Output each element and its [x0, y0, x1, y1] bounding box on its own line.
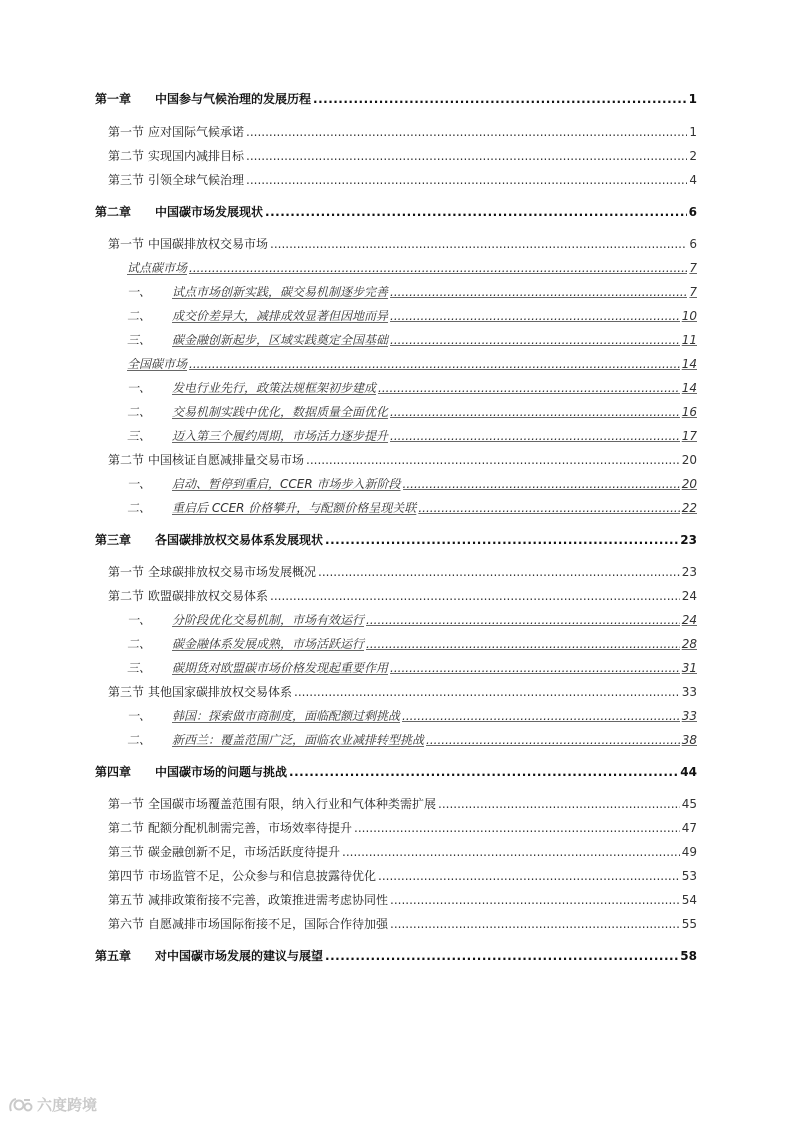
toc-section-row[interactable] — [108, 820, 697, 836]
toc-page-number: 24 — [681, 589, 697, 603]
toc-page-number: 55 — [681, 917, 697, 931]
dot-leader — [366, 612, 680, 628]
dot-leader — [246, 148, 687, 164]
toc-label — [127, 660, 388, 676]
toc-item-row[interactable] — [127, 660, 697, 676]
toc-item-row[interactable] — [127, 284, 697, 300]
toc-title: 全球碳排放权交易市场发展概况 — [148, 565, 317, 579]
toc-title: 各国碳排放权交易体系发展现状 — [155, 533, 324, 547]
toc-page-number: 20 — [681, 453, 697, 467]
toc-page-number: 17 — [681, 429, 697, 443]
toc-page-number: 45 — [681, 797, 697, 811]
toc-label — [127, 332, 388, 348]
toc-label — [108, 868, 376, 884]
dot-leader — [294, 684, 680, 700]
toc-page-number: 23 — [681, 565, 697, 579]
toc-chapter-row[interactable] — [95, 764, 697, 780]
watermark — [8, 1094, 97, 1115]
toc-label — [95, 204, 263, 220]
toc-item-row[interactable] — [127, 332, 697, 348]
toc-page-number: 23 — [680, 533, 697, 547]
toc-sub-row[interactable] — [127, 260, 697, 276]
dot-leader — [189, 356, 680, 372]
toc-page-number: 47 — [681, 821, 697, 835]
toc-title: 交易机制实践中优化，数据质量全面优化 — [172, 405, 389, 419]
dot-leader — [390, 404, 680, 420]
toc-number: 第一节 — [108, 125, 145, 139]
toc-section-row[interactable] — [108, 452, 697, 468]
toc-page-number: 6 — [688, 205, 697, 219]
toc-label — [108, 236, 268, 252]
toc-label — [108, 588, 268, 604]
dot-leader — [426, 732, 680, 748]
dot-leader — [390, 916, 680, 932]
dot-leader — [313, 91, 687, 107]
dot-leader — [265, 204, 687, 220]
toc-chapter-row[interactable] — [95, 532, 697, 548]
toc-number: 第五章 — [95, 949, 132, 963]
toc-title: 减排政策衔接不完善，政策推进需考虑协同性 — [148, 893, 389, 907]
toc-label — [127, 476, 401, 492]
toc-section-row[interactable] — [108, 684, 697, 700]
dot-leader — [390, 308, 680, 324]
toc-label — [127, 308, 388, 324]
toc-sub-row[interactable] — [127, 356, 697, 372]
toc-item-row[interactable] — [127, 428, 697, 444]
toc-label — [95, 948, 323, 964]
toc-title: 碳金融体系发展成熟，市场活跃运行 — [172, 637, 365, 651]
toc-label — [108, 844, 340, 860]
toc-label — [127, 732, 424, 748]
toc-number: 一、 — [127, 381, 152, 395]
toc-label — [127, 356, 187, 372]
toc-label — [127, 708, 400, 724]
toc-chapter-row[interactable] — [95, 204, 697, 220]
toc-title: 发电行业先行，政策法规框架初步建成 — [172, 381, 377, 395]
dot-leader — [418, 500, 679, 516]
toc-title: 分阶段优化交易机制，市场有效运行 — [172, 613, 365, 627]
toc-label — [108, 916, 388, 932]
toc-number: 三、 — [127, 333, 152, 347]
toc-page-number: 20 — [681, 477, 697, 491]
toc-page-number: 2 — [689, 149, 697, 163]
toc-number: 第一节 — [108, 565, 145, 579]
dot-leader — [390, 892, 680, 908]
toc-section-row[interactable] — [108, 148, 697, 164]
toc-page-number: 38 — [681, 733, 697, 747]
toc-number: 第二节 — [108, 821, 145, 835]
dot-leader — [378, 868, 680, 884]
toc-title: 中国核证自愿减排量交易市场 — [148, 453, 305, 467]
toc-label — [108, 124, 244, 140]
toc-item-row[interactable] — [127, 636, 697, 652]
toc-title: 市场监管不足，公众参与和信息披露待优化 — [148, 869, 377, 883]
toc-section-row[interactable] — [108, 236, 697, 252]
toc-number: 第四节 — [108, 869, 145, 883]
toc-label — [127, 500, 416, 516]
toc-section-row[interactable] — [108, 892, 697, 908]
toc-number: 第六节 — [108, 917, 145, 931]
toc-title: 全国碳市场覆盖范围有限，纳入行业和气体种类需扩展 — [148, 797, 437, 811]
dot-leader — [325, 948, 678, 964]
toc-item-row[interactable] — [127, 476, 697, 492]
toc-page-number: 7 — [689, 261, 697, 275]
toc-number: 第二节 — [108, 453, 145, 467]
toc-title: 重启后 CCER 价格攀升，与配额价格呈现关联 — [172, 501, 417, 515]
toc-page-number: 4 — [689, 173, 697, 187]
toc-title: 试点市场创新实践，碳交易机制逐步完善 — [172, 285, 389, 299]
toc-page-number: 33 — [681, 685, 697, 699]
dot-leader — [342, 844, 680, 860]
toc-label — [127, 404, 388, 420]
toc-label — [127, 284, 388, 300]
watermark-text: 六度跨境 — [37, 1096, 98, 1114]
toc-item-row[interactable] — [127, 380, 697, 396]
toc-section-row[interactable] — [108, 124, 697, 140]
toc-number: 一、 — [127, 477, 152, 491]
toc-label — [108, 684, 292, 700]
toc-page-number: 14 — [681, 357, 697, 371]
toc-number: 第一章 — [95, 92, 132, 106]
toc-item-row[interactable] — [127, 708, 697, 724]
toc-label — [127, 380, 376, 396]
toc-page-number: 54 — [681, 893, 697, 907]
dot-leader — [354, 820, 680, 836]
toc-section-row[interactable] — [108, 564, 697, 580]
toc-chapter-row[interactable] — [95, 948, 697, 964]
toc-number: 第四章 — [95, 765, 132, 779]
toc-number: 第一节 — [108, 237, 145, 251]
toc-number: 二、 — [127, 637, 152, 651]
toc-title: 试点碳市场 — [127, 261, 188, 275]
toc-title: 碳期货对欧盟碳市场价格发现起重要作用 — [172, 661, 389, 675]
toc-page-number: 28 — [681, 637, 697, 651]
toc-page-number: 1 — [688, 92, 697, 106]
toc-number: 二、 — [127, 733, 152, 747]
toc-label — [127, 260, 187, 276]
toc-label — [108, 452, 304, 468]
dot-leader — [390, 428, 680, 444]
toc-number: 三、 — [127, 661, 152, 675]
toc-title: 中国碳市场的问题与挑战 — [155, 765, 288, 779]
toc-title: 欧盟碳排放权交易体系 — [148, 589, 269, 603]
toc-number: 一、 — [127, 709, 152, 723]
dot-leader — [306, 452, 680, 468]
toc-title: 韩国：探索做市商制度，面临配额过剩挑战 — [172, 709, 401, 723]
toc-number: 第二节 — [108, 589, 145, 603]
toc-number: 第三节 — [108, 685, 145, 699]
dot-leader — [438, 796, 680, 812]
toc-label — [108, 892, 388, 908]
dot-leader — [390, 332, 680, 348]
toc-title: 碳金融创新不足，市场活跃度待提升 — [148, 845, 341, 859]
toc-item-row[interactable] — [127, 404, 697, 420]
toc-page-number: 10 — [681, 309, 697, 323]
toc-number: 一、 — [127, 613, 152, 627]
dot-leader — [270, 588, 680, 604]
toc-title: 应对国际气候承诺 — [148, 125, 245, 139]
toc-section-row[interactable] — [108, 868, 697, 884]
toc-number: 第五节 — [108, 893, 145, 907]
toc-label — [108, 796, 436, 812]
dot-leader — [318, 564, 680, 580]
dot-leader — [246, 124, 687, 140]
dot-leader — [325, 532, 678, 548]
toc-label — [127, 428, 388, 444]
toc-page-number: 31 — [681, 661, 697, 675]
toc-label — [95, 91, 311, 107]
toc-section-row[interactable] — [108, 916, 697, 932]
toc-page-number: 22 — [681, 501, 697, 515]
dot-leader — [390, 660, 680, 676]
toc-title: 实现国内减排目标 — [148, 149, 245, 163]
toc-item-row[interactable] — [127, 612, 697, 628]
toc-number: 三、 — [127, 429, 152, 443]
toc-number: 第一节 — [108, 797, 145, 811]
toc-label — [127, 636, 364, 652]
toc-title: 中国碳排放权交易市场 — [148, 237, 269, 251]
toc-title: 中国参与气候治理的发展历程 — [155, 92, 312, 106]
toc-number: 二、 — [127, 405, 152, 419]
dot-leader — [403, 476, 680, 492]
dot-leader — [270, 236, 687, 252]
toc-number: 第三节 — [108, 173, 145, 187]
toc-page-number: 6 — [689, 237, 697, 251]
toc-title: 全国碳市场 — [127, 357, 188, 371]
dot-leader — [390, 284, 687, 300]
toc-title: 迈入第三个履约周期，市场活力逐步提升 — [172, 429, 389, 443]
toc-page-number: 33 — [681, 709, 697, 723]
toc-title: 引领全球气候治理 — [148, 173, 245, 187]
toc-page-number: 53 — [681, 869, 697, 883]
toc-title: 中国碳市场发展现状 — [155, 205, 264, 219]
toc-item-row[interactable] — [127, 732, 697, 748]
toc-page-number: 1 — [689, 125, 697, 139]
dot-leader — [246, 172, 687, 188]
toc-section-row[interactable] — [108, 588, 697, 604]
toc-page-number: 44 — [680, 765, 697, 779]
toc-number: 二、 — [127, 501, 152, 515]
dot-leader — [189, 260, 687, 276]
toc-page-number: 14 — [681, 381, 697, 395]
toc-number: 一、 — [127, 285, 152, 299]
toc-page-number: 58 — [680, 949, 697, 963]
toc-label — [127, 612, 364, 628]
toc-label — [95, 764, 287, 780]
dot-leader — [366, 636, 680, 652]
toc-label — [95, 532, 323, 548]
toc-title: 自愿减排市场国际衔接不足，国际合作待加强 — [148, 917, 389, 931]
toc-title: 配额分配机制需完善，市场效率待提升 — [148, 821, 353, 835]
toc-label — [108, 564, 316, 580]
toc-item-row[interactable] — [127, 500, 697, 516]
toc-number: 第三节 — [108, 845, 145, 859]
toc-chapter-row[interactable] — [95, 91, 697, 107]
toc-page-number: 7 — [689, 285, 697, 299]
toc-page-number: 16 — [681, 405, 697, 419]
dot-leader — [402, 708, 680, 724]
toc-title: 新西兰：覆盖范围广泛，面临农业减排转型挑战 — [172, 733, 425, 747]
toc-number: 二、 — [127, 309, 152, 323]
toc-title: 碳金融创新起步，区域实践奠定全国基础 — [172, 333, 389, 347]
toc-section-row[interactable] — [108, 172, 697, 188]
toc-title: 成交价差异大，减排成效显著但因地而异 — [172, 309, 389, 323]
toc-title: 其他国家碳排放权交易体系 — [148, 685, 293, 699]
toc-page-number: 11 — [681, 333, 697, 347]
toc-section-row[interactable] — [108, 796, 697, 812]
toc-title: 对中国碳市场发展的建议与展望 — [155, 949, 324, 963]
toc-page-number: 24 — [681, 613, 697, 627]
toc-label — [108, 172, 244, 188]
dot-leader — [378, 380, 680, 396]
toc-label — [108, 148, 244, 164]
toc-number: 第二节 — [108, 149, 145, 163]
dot-leader — [289, 764, 678, 780]
toc-number: 第二章 — [95, 205, 132, 219]
toc-section-row[interactable] — [108, 844, 697, 860]
toc-number: 第三章 — [95, 533, 132, 547]
logo-icon — [8, 1096, 34, 1114]
toc-label — [108, 820, 352, 836]
toc-item-row[interactable] — [127, 308, 697, 324]
toc-title: 启动、暂停到重启，CCER 市场步入新阶段 — [172, 477, 401, 491]
toc-page-number: 49 — [681, 845, 697, 859]
